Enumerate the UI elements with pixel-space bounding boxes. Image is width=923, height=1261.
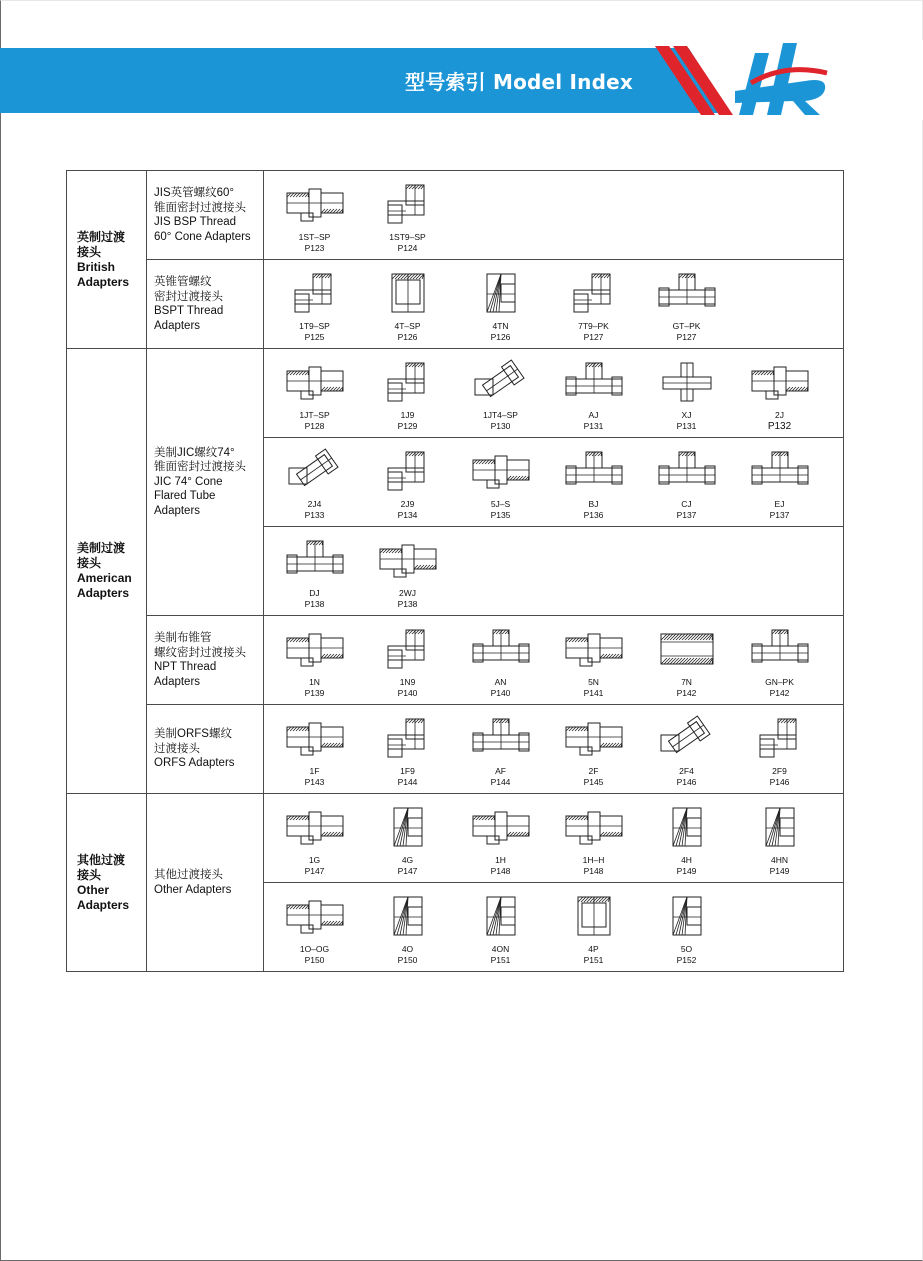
category-cell	[67, 794, 147, 972]
index-row	[67, 705, 844, 794]
model-code: 1N9	[399, 677, 416, 687]
page-ref: P147	[304, 866, 325, 876]
subcategory-label-line: ORFS Adapters	[154, 757, 235, 770]
model-code: 4TN	[492, 321, 509, 331]
model-code: 7T9–PK	[578, 321, 609, 331]
model-code: 2WJ	[399, 588, 416, 598]
page-ref: P133	[304, 510, 325, 520]
page-ref: P146	[769, 777, 790, 787]
model-code: 2J	[775, 410, 784, 420]
tee-fitting-icon	[469, 626, 533, 672]
plug-fitting-icon	[376, 270, 440, 316]
angle-fitting-icon	[655, 715, 719, 761]
straight-fitting-icon	[283, 804, 347, 850]
page-ref: P130	[490, 421, 511, 431]
subcategory-cell	[147, 260, 264, 349]
subcategory-label-line: 密封过渡接头	[154, 290, 223, 303]
elbow-fitting-icon	[376, 359, 440, 405]
straight-fitting-icon	[283, 893, 347, 939]
model-code: 5J–S	[490, 499, 511, 509]
model-code: 1H	[495, 855, 506, 865]
category-label-line: Adapters	[77, 586, 130, 600]
items-cell	[264, 705, 844, 794]
subcategory-label-line: 美制布锥管	[154, 632, 212, 644]
page-ref: P150	[397, 955, 418, 965]
subcategory-label-line: JIC 74° Cone	[154, 475, 223, 488]
model-code: DJ	[309, 588, 320, 598]
model-code: 1T9–SP	[299, 321, 330, 331]
tee-fitting-icon	[562, 359, 626, 405]
model-item[interactable]	[547, 794, 640, 882]
model-item[interactable]	[547, 260, 640, 348]
subcategory-cell	[147, 705, 264, 794]
model-item[interactable]	[361, 616, 454, 704]
page-ref: P124	[397, 243, 418, 253]
model-code: 1G	[308, 855, 321, 865]
page-ref: P123	[304, 243, 325, 253]
model-item[interactable]	[361, 260, 454, 348]
model-item[interactable]	[454, 438, 547, 526]
model-code: 2J4	[307, 499, 322, 509]
model-code: 2F	[588, 766, 599, 776]
model-item[interactable]	[640, 438, 733, 526]
model-code: 4O	[401, 944, 414, 954]
elbow-fitting-icon	[376, 626, 440, 672]
model-code: 1O–OG	[299, 944, 330, 954]
model-item[interactable]	[733, 705, 826, 793]
model-item[interactable]	[268, 349, 361, 437]
model-code: 1F	[309, 766, 320, 776]
angle-fitting-icon	[469, 359, 533, 405]
subcategory-cell	[147, 349, 264, 616]
model-code: XJ	[681, 410, 692, 420]
model-code: 1ST9–SP	[389, 232, 426, 242]
page-ref: P142	[676, 688, 697, 698]
model-code: 4G	[401, 855, 414, 865]
model-item[interactable]	[361, 883, 454, 971]
model-code: GN–PK	[765, 677, 794, 687]
subcategory-label-line: 过渡接头	[154, 742, 200, 755]
straight-fitting-icon	[469, 448, 533, 494]
subcategory-label-line: Flared Tube	[154, 490, 216, 503]
straight-fitting-icon	[283, 359, 347, 405]
page-ref: P137	[769, 510, 790, 520]
index-row	[67, 794, 844, 883]
plugcut-fitting-icon	[469, 270, 533, 316]
elbow-fitting-icon	[376, 715, 440, 761]
straight-fitting-icon	[562, 626, 626, 672]
subcategory-cell	[147, 616, 264, 705]
items-cell	[264, 171, 844, 260]
page-title: 型号索引 Model Index	[405, 70, 633, 94]
index-row	[67, 616, 844, 705]
subcategory-label-line: Adapters	[154, 504, 201, 517]
page-ref: P149	[676, 866, 697, 876]
page-ref: P145	[583, 777, 604, 787]
straight-fitting-icon	[469, 804, 533, 850]
model-code: 1JT4–SP	[483, 410, 518, 420]
page-ref: P150	[304, 955, 325, 965]
subcategory-label-line: 美制ORFS螺纹	[154, 728, 232, 741]
elbow-fitting-icon	[376, 181, 440, 227]
page-ref: P138	[397, 599, 418, 609]
category-label-line: 接头	[77, 244, 102, 259]
model-item[interactable]	[268, 616, 361, 704]
subcategory-label-line: BSPT Thread	[154, 305, 224, 317]
subcategory-label-line: Adapters	[154, 319, 201, 332]
model-item[interactable]	[361, 705, 454, 793]
page-ref: P144	[490, 777, 511, 787]
plugcut-fitting-icon	[655, 893, 719, 939]
plugcut-fitting-icon	[469, 893, 533, 939]
model-item[interactable]	[268, 171, 361, 259]
model-item[interactable]	[547, 616, 640, 704]
page-ref: P140	[397, 688, 418, 698]
model-item[interactable]	[547, 349, 640, 437]
category-label-line: Adapters	[77, 274, 130, 289]
subcategory-label-line: 锥面密封过渡接头	[154, 461, 246, 474]
model-code: 1F9	[400, 766, 415, 776]
straight-fitting-icon	[283, 626, 347, 672]
model-item[interactable]	[733, 349, 826, 437]
subcategory-cell	[147, 794, 264, 972]
category-cell	[67, 171, 147, 349]
company-logo	[655, 43, 835, 118]
elbow-fitting-icon	[562, 270, 626, 316]
subcategory-label-line: 英锥管螺纹	[154, 276, 212, 288]
tee-fitting-icon	[748, 448, 812, 494]
model-code: 1JT–SP	[299, 410, 330, 420]
straight-fitting-icon	[283, 715, 347, 761]
page-ref: P149	[769, 866, 790, 876]
model-code: 5O	[680, 944, 693, 954]
subcategory-label-line: JIS英管螺纹60°	[154, 187, 235, 199]
model-item[interactable]	[268, 438, 361, 526]
model-item[interactable]	[733, 438, 826, 526]
model-item[interactable]	[361, 349, 454, 437]
model-code: GT–PK	[672, 321, 701, 331]
straight-fitting-icon	[748, 359, 812, 405]
plugcut-fitting-icon	[655, 804, 719, 850]
model-code: 4T–SP	[394, 321, 421, 331]
model-item[interactable]	[640, 883, 733, 971]
model-item[interactable]	[268, 883, 361, 971]
cross-fitting-icon	[655, 359, 719, 405]
elbow-fitting-icon	[376, 448, 440, 494]
model-code: 1J9	[400, 410, 415, 420]
items-cell	[264, 349, 844, 438]
straight-fitting-icon	[283, 181, 347, 227]
model-code: 2J9	[400, 499, 415, 509]
index-row	[67, 171, 844, 260]
category-label-line: Other	[77, 882, 110, 897]
page-ref: P144	[397, 777, 418, 787]
model-code: AN	[494, 677, 507, 687]
model-code: 2F4	[679, 766, 694, 776]
model-item[interactable]	[361, 438, 454, 526]
page-ref: P151	[490, 955, 511, 965]
page-ref: P132	[767, 421, 792, 432]
page-ref: P148	[583, 866, 604, 876]
items-cell	[264, 883, 844, 972]
model-code: 1ST–SP	[298, 232, 331, 242]
model-item[interactable]	[547, 705, 640, 793]
model-code: 2F9	[772, 766, 787, 776]
model-item[interactable]	[733, 616, 826, 704]
subcategory-label-line: JIS BSP Thread	[154, 216, 237, 228]
page-ref: P148	[490, 866, 511, 876]
straight-fitting-icon	[376, 537, 440, 583]
category-label-line: 美制过渡	[77, 541, 126, 555]
page-ref: P141	[583, 688, 604, 698]
model-code: 1H–H	[582, 855, 605, 865]
subcategory-label-line: 锥面密封过渡接头	[154, 201, 246, 214]
model-item[interactable]	[640, 349, 733, 437]
category-label-line: 其他过渡	[77, 852, 126, 867]
model-code: CJ	[681, 499, 692, 509]
page-ref: P131	[676, 421, 697, 431]
page-ref: P139	[304, 688, 325, 698]
category-cell	[67, 349, 147, 794]
page-ref: P151	[583, 955, 604, 965]
page-ref: P134	[397, 510, 418, 520]
model-item[interactable]	[640, 705, 733, 793]
page-ref: P135	[490, 510, 511, 520]
page-ref: P131	[583, 421, 604, 431]
model-item[interactable]	[361, 171, 454, 259]
model-item[interactable]	[454, 349, 547, 437]
elbow-fitting-icon	[748, 715, 812, 761]
subcategory-label-line: Adapters	[154, 675, 201, 688]
category-label-line: 接头	[77, 867, 102, 882]
tee-fitting-icon	[469, 715, 533, 761]
elbow-fitting-icon	[283, 270, 347, 316]
page-ref: P127	[676, 332, 697, 342]
model-item[interactable]	[547, 883, 640, 971]
plugcut-fitting-icon	[376, 804, 440, 850]
page-ref: P143	[304, 777, 325, 787]
model-code: BJ	[588, 499, 599, 509]
page-ref: P128	[304, 421, 325, 431]
model-code: 1N	[309, 677, 320, 687]
straight-fitting-icon	[562, 804, 626, 850]
page-ref: P137	[676, 510, 697, 520]
category-label-line: 英制过渡	[77, 229, 126, 244]
angle-fitting-icon	[283, 448, 347, 494]
items-cell	[264, 616, 844, 705]
subcategory-label-line: 美制JIC螺纹74°	[154, 446, 235, 459]
model-code: AF	[495, 766, 506, 776]
page-ref: P152	[676, 955, 697, 965]
page-ref: P126	[397, 332, 418, 342]
subcategory-label-line: Other Adapters	[154, 883, 232, 896]
category-label-line: 接头	[77, 556, 102, 570]
tee-fitting-icon	[655, 270, 719, 316]
page-ref: P127	[583, 332, 604, 342]
model-code: 4HN	[770, 855, 788, 865]
page-ref: P125	[304, 332, 325, 342]
page-ref: P147	[397, 866, 418, 876]
page-ref: P140	[490, 688, 511, 698]
model-code: 5N	[588, 677, 599, 687]
model-item[interactable]	[640, 260, 733, 348]
model-code: 4P	[588, 944, 599, 954]
straight-fitting-icon	[562, 715, 626, 761]
model-item[interactable]	[361, 527, 454, 615]
page-ref: P129	[397, 421, 418, 431]
page-ref: P138	[304, 599, 325, 609]
model-item[interactable]	[640, 794, 733, 882]
category-label-line: Adapters	[77, 897, 130, 912]
subcategory-label-line: 60° Cone Adapters	[154, 230, 251, 243]
model-code: EJ	[774, 499, 785, 509]
model-item[interactable]	[268, 794, 361, 882]
items-cell	[264, 527, 844, 616]
model-item[interactable]	[454, 794, 547, 882]
subcategory-label-line: NPT Thread	[154, 661, 217, 673]
plug-fitting-icon	[562, 893, 626, 939]
model-item[interactable]	[268, 260, 361, 348]
model-code: 4ON	[491, 944, 510, 954]
model-item[interactable]	[640, 616, 733, 704]
model-item[interactable]	[361, 794, 454, 882]
page-ref: P126	[490, 332, 511, 342]
plugcut-fitting-icon	[748, 804, 812, 850]
subcategory-label-line: 其他过渡接头	[154, 869, 223, 881]
model-item[interactable]	[454, 260, 547, 348]
model-item[interactable]	[733, 794, 826, 882]
model-item[interactable]	[454, 616, 547, 704]
tee-fitting-icon	[283, 537, 347, 583]
index-row	[67, 349, 844, 438]
model-code: 7N	[681, 677, 692, 687]
tee-fitting-icon	[562, 448, 626, 494]
category-label-line: British	[77, 259, 116, 274]
tee-fitting-icon	[655, 448, 719, 494]
page-ref: P136	[583, 510, 604, 520]
items-cell	[264, 794, 844, 883]
subcategory-label-line: 螺纹密封过渡接头	[154, 646, 246, 659]
tee-fitting-icon	[748, 626, 812, 672]
plugcut-fitting-icon	[376, 893, 440, 939]
model-item[interactable]	[268, 527, 361, 615]
model-code: AJ	[588, 410, 599, 420]
page-ref: P146	[676, 777, 697, 787]
model-item[interactable]	[454, 883, 547, 971]
category-label-line: American	[77, 571, 132, 585]
subcategory-cell	[147, 171, 264, 260]
model-item[interactable]	[547, 438, 640, 526]
model-item[interactable]	[268, 705, 361, 793]
model-code: 4H	[681, 855, 692, 865]
model-index-table	[66, 170, 844, 972]
items-cell	[264, 260, 844, 349]
items-cell	[264, 438, 844, 527]
model-item[interactable]	[454, 705, 547, 793]
coupling-fitting-icon	[655, 626, 719, 672]
index-row	[67, 260, 844, 349]
page-ref: P142	[769, 688, 790, 698]
